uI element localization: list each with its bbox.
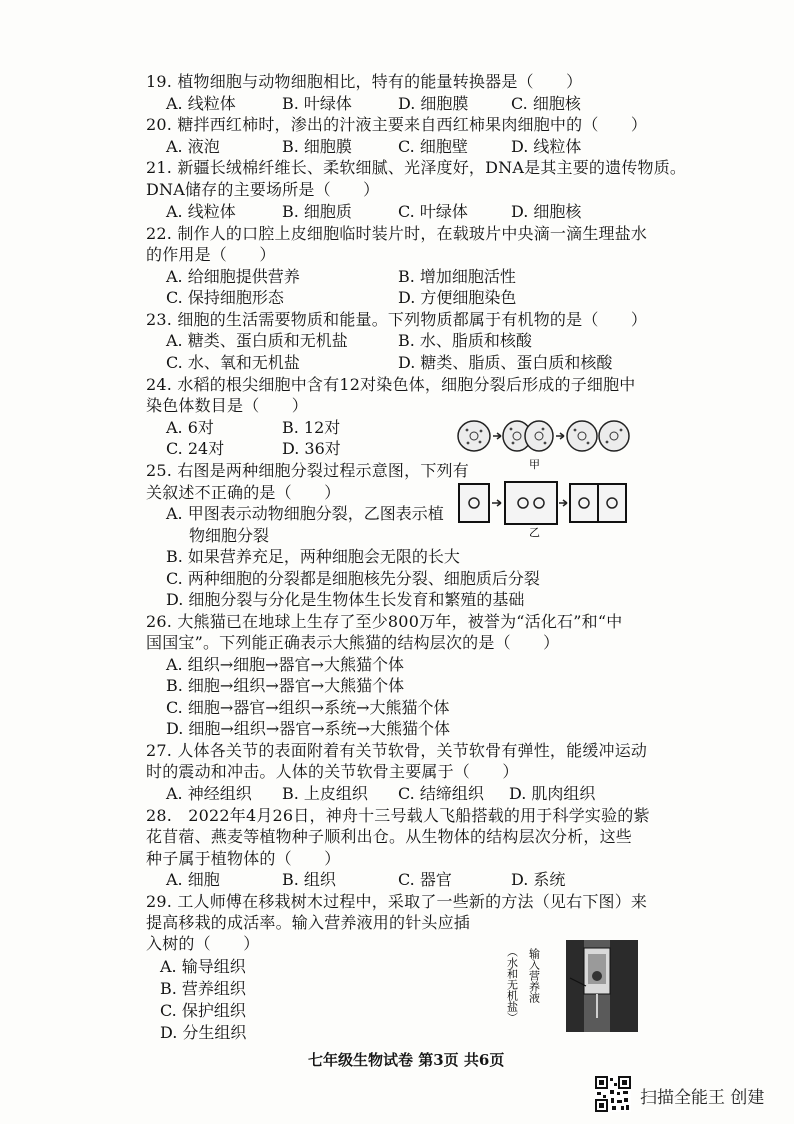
question-25-stem-line1: 25. 右图是两种细胞分裂过程示意图，下列有 (146, 461, 469, 480)
question-27-stem-line2: 时的震动和冲击。人体的关节软骨主要属于（ ） (146, 762, 519, 781)
question-26-stem-line1: 26. 大熊猫已在地球上生存了至少800万年，被誉为“活化石”和“中 (146, 612, 623, 631)
q23-option-c: C. 水、氧和无机盐 (166, 353, 300, 372)
question-21-stem-line2: DNA储存的主要场所是（ ） (146, 180, 380, 199)
question-25-stem-line2: 关叙述不正确的是（ ） (146, 483, 341, 502)
question-20-stem: 20. 糖拌西红柿时，渗出的汁液主要来自西红柿果肉细胞中的（ ） (146, 115, 648, 134)
q28-option-a: A. 细胞 (166, 870, 220, 889)
question-29-stem-line2: 提高移栽的成活率。输入营养液用的针头应插 (146, 913, 471, 932)
question-24-stem-line2: 染色体数目是（ ） (146, 396, 309, 415)
question-23-stem: 23. 细胞的生活需要物质和能量。下列物质都属于有机物的是（ ） (146, 310, 648, 329)
q25-option-d: D. 细胞分裂与分化是生物体生长发育和繁殖的基础 (166, 590, 525, 609)
q21-option-c: C. 叶绿体 (398, 202, 468, 221)
q29-option-d: D. 分生组织 (160, 1023, 247, 1042)
q27-option-d: D. 肌肉组织 (509, 784, 596, 803)
question-29-stem-line1: 29. 工人师傅在移栽树木过程中，采取了一些新的方法（见右下图）来 (146, 892, 648, 911)
q21-option-a: A. 线粒体 (166, 202, 236, 221)
q29-option-a: A. 输导组织 (160, 957, 246, 976)
animal-cell-division-row (458, 421, 629, 451)
photo-caption-water-salt: （水和无机盐） (505, 946, 519, 1023)
q29-option-c: C. 保护组织 (160, 1001, 246, 1020)
q26-option-b: B. 细胞→组织→器官→大熊猫个体 (166, 676, 405, 695)
q26-option-c: C. 细胞→器官→组织→系统→大熊猫个体 (166, 698, 450, 717)
q21-option-b: B. 细胞质 (282, 202, 352, 221)
q27-option-c: C. 结缔组织 (398, 784, 484, 803)
question-28-stem-line3: 种子属于植物体的（ ） (146, 849, 341, 868)
photo-caption-nutrient: 输入营养液 (527, 948, 541, 1003)
cell-division-figure (455, 412, 643, 540)
question-29-stem-line3: 入树的（ ） (146, 934, 260, 953)
q23-option-b: B. 水、脂质和核酸 (398, 331, 532, 350)
question-28-stem-line2: 花苜蓿、燕麦等植物种子顺利出仓。从生物体的结构层次分析，这些 (146, 827, 633, 846)
qr-code-icon (595, 1076, 631, 1112)
tree-infusion-photo (500, 938, 640, 1034)
q21-option-d: D. 细胞核 (511, 202, 582, 221)
q24-option-a: A. 6对 (166, 418, 214, 437)
q25-option-c: C. 两种细胞的分裂都是细胞核先分裂、细胞质后分裂 (166, 569, 540, 588)
q24-option-d: D. 36对 (282, 439, 341, 458)
q22-option-b: B. 增加细胞活性 (398, 267, 516, 286)
q23-option-d: D. 糖类、脂质、蛋白质和核酸 (398, 353, 613, 372)
question-22-stem-line2: 的作用是（ ） (146, 245, 276, 264)
q26-option-d: D. 细胞→组织→器官→系统→大熊猫个体 (166, 719, 451, 738)
q22-option-d: D. 方便细胞染色 (398, 288, 517, 307)
scanner-watermark: 扫描全能王 创建 (640, 1088, 765, 1108)
page-footer: 七年级生物试卷 第3页 共6页 (308, 1051, 505, 1069)
q25-option-a-line1: A. 甲图表示动物细胞分裂，乙图表示植 (166, 504, 444, 523)
q24-option-b: B. 12对 (282, 418, 341, 437)
q29-option-b: B. 营养组织 (160, 979, 246, 998)
q19-option-a: A. 线粒体 (166, 94, 236, 113)
q20-option-d: D. 线粒体 (511, 137, 582, 156)
q19-option-b: B. 叶绿体 (282, 94, 352, 113)
question-27-stem-line1: 27. 人体各关节的表面附着有关节软骨，关节软骨有弹性，能缓冲运动 (146, 741, 648, 760)
q27-option-a: A. 神经组织 (166, 784, 252, 803)
plant-cell-division-row (459, 482, 626, 524)
figure-label-yi: 乙 (529, 526, 540, 539)
q22-option-c: C. 保持细胞形态 (166, 288, 284, 307)
question-19-stem: 19. 植物细胞与动物细胞相比，特有的能量转换器是（ ） (146, 72, 583, 91)
question-24-stem-line1: 24. 水稻的根尖细胞中含有12对染色体，细胞分裂后形成的子细胞中 (146, 375, 636, 394)
q23-option-a: A. 糖类、蛋白质和无机盐 (166, 331, 348, 350)
q19-option-c: C. 细胞核 (511, 94, 581, 113)
q28-option-b: B. 组织 (282, 870, 336, 889)
q22-option-a: A. 给细胞提供营养 (166, 267, 300, 286)
figure-label-jia: 甲 (529, 458, 540, 471)
q25-option-a-line2: 物细胞分裂 (189, 526, 270, 545)
q25-option-b: B. 如果营养充足，两种细胞会无限的长大 (166, 547, 460, 566)
q28-option-d: D. 系统 (511, 870, 566, 889)
q20-option-c: C. 细胞壁 (398, 137, 468, 156)
q20-option-b: B. 细胞膜 (282, 137, 352, 156)
q28-option-c: C. 器官 (398, 870, 452, 889)
q27-option-b: B. 上皮组织 (282, 784, 368, 803)
question-21-stem-line1: 21. 新疆长绒棉纤维长、柔软细腻、光泽度好，DNA是其主要的遗传物质。 (146, 158, 687, 177)
q24-option-c: C. 24对 (166, 439, 225, 458)
question-28-stem-line1: 28. 2022年4月26日，神舟十三号载人飞船搭载的用于科学实验的紫 (146, 806, 650, 825)
q26-option-a: A. 组织→细胞→器官→大熊猫个体 (166, 655, 404, 674)
question-22-stem-line1: 22. 制作人的口腔上皮细胞临时装片时，在载玻片中央滴一滴生理盐水 (146, 224, 648, 243)
q20-option-a: A. 液泡 (166, 137, 220, 156)
question-26-stem-line2: 国国宝”。下列能正确表示大熊猫的结构层次的是（ ） (146, 633, 560, 652)
q19-option-d: D. 细胞膜 (398, 94, 469, 113)
